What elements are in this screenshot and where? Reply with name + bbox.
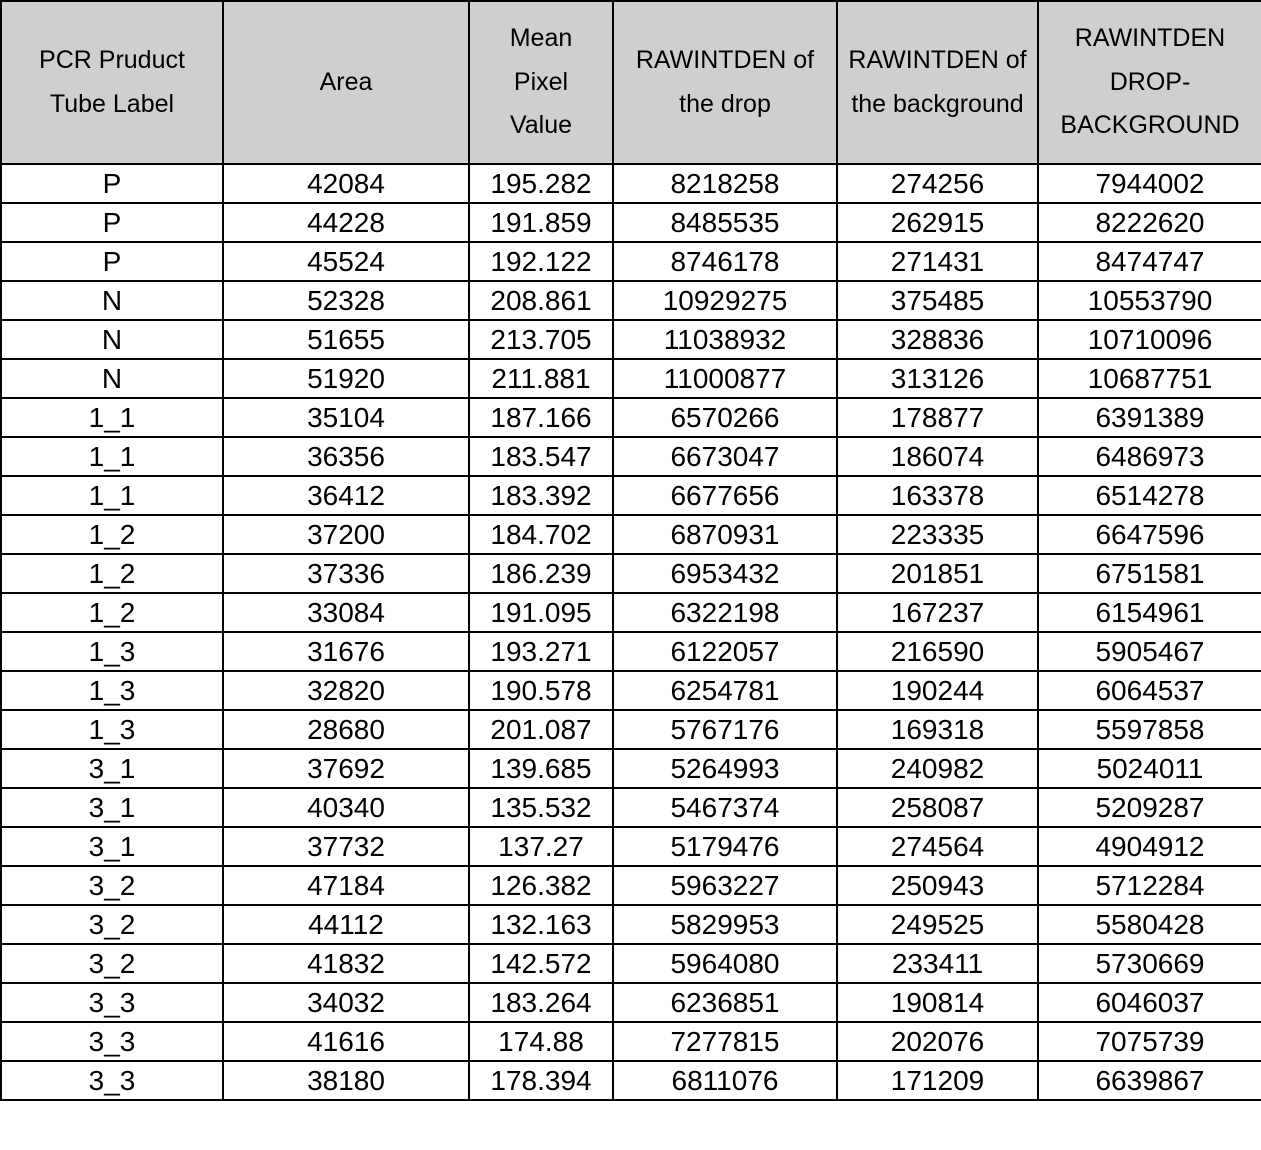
cell-rawintden-drop-minus-background[interactable]: 5024011 (1038, 749, 1261, 788)
cell-rawintden-drop-minus-background[interactable]: 5730669 (1038, 944, 1261, 983)
cell-rawintden-drop[interactable]: 6811076 (613, 1061, 837, 1100)
cell-rawintden-background[interactable]: 274564 (837, 827, 1038, 866)
cell-tube-label[interactable]: 3_1 (1, 749, 223, 788)
cell-tube-label[interactable]: 3_1 (1, 827, 223, 866)
cell-rawintden-drop[interactable]: 5767176 (613, 710, 837, 749)
table-row (1, 281, 1261, 320)
cell-rawintden-drop-minus-background[interactable]: 6154961 (1038, 593, 1261, 632)
cell-rawintden-background[interactable]: 202076 (837, 1022, 1038, 1061)
column-header-mean-pixel-value[interactable]: Mean Pixel Value (469, 1, 613, 164)
table-row (1, 944, 1261, 983)
cell-rawintden-drop-minus-background[interactable]: 6639867 (1038, 1061, 1261, 1100)
cell-rawintden-background[interactable]: 186074 (837, 437, 1038, 476)
cell-rawintden-drop[interactable]: 6570266 (613, 398, 837, 437)
cell-mean-pixel-value[interactable]: 184.702 (469, 515, 613, 554)
cell-tube-label[interactable]: 1_3 (1, 671, 223, 710)
cell-area[interactable]: 41616 (223, 1022, 469, 1061)
cell-tube-label[interactable]: 1_2 (1, 554, 223, 593)
cell-rawintden-drop-minus-background[interactable]: 6647596 (1038, 515, 1261, 554)
table-row (1, 671, 1261, 710)
cell-rawintden-drop-minus-background[interactable]: 8222620 (1038, 203, 1261, 242)
cell-area[interactable]: 37732 (223, 827, 469, 866)
cell-mean-pixel-value[interactable]: 135.532 (469, 788, 613, 827)
table-row (1, 203, 1261, 242)
cell-rawintden-background[interactable]: 190814 (837, 983, 1038, 1022)
cell-tube-label[interactable]: N (1, 359, 223, 398)
cell-rawintden-background[interactable]: 233411 (837, 944, 1038, 983)
cell-mean-pixel-value[interactable]: 142.572 (469, 944, 613, 983)
cell-area[interactable]: 44228 (223, 203, 469, 242)
cell-tube-label[interactable]: 1_1 (1, 476, 223, 515)
cell-rawintden-background[interactable]: 258087 (837, 788, 1038, 827)
table-row (1, 398, 1261, 437)
cell-rawintden-drop-minus-background[interactable]: 6751581 (1038, 554, 1261, 593)
cell-rawintden-background[interactable]: 190244 (837, 671, 1038, 710)
cell-tube-label[interactable]: 3_3 (1, 1022, 223, 1061)
cell-rawintden-drop[interactable]: 5179476 (613, 827, 837, 866)
cell-tube-label[interactable]: 1_2 (1, 593, 223, 632)
cell-rawintden-drop[interactable]: 5467374 (613, 788, 837, 827)
cell-rawintden-drop-minus-background[interactable]: 7075739 (1038, 1022, 1261, 1061)
table-row (1, 164, 1261, 203)
table-row (1, 437, 1261, 476)
cell-area[interactable]: 31676 (223, 632, 469, 671)
cell-mean-pixel-value[interactable]: 137.27 (469, 827, 613, 866)
column-header-rawintden-background[interactable]: RAWINTDEN of the background (837, 1, 1038, 164)
table-row (1, 1022, 1261, 1061)
cell-rawintden-drop-minus-background[interactable]: 6064537 (1038, 671, 1261, 710)
cell-rawintden-background[interactable]: 313126 (837, 359, 1038, 398)
cell-rawintden-drop-minus-background[interactable]: 5209287 (1038, 788, 1261, 827)
cell-mean-pixel-value[interactable]: 186.239 (469, 554, 613, 593)
cell-area[interactable]: 47184 (223, 866, 469, 905)
cell-rawintden-background[interactable]: 171209 (837, 1061, 1038, 1100)
cell-tube-label[interactable]: N (1, 281, 223, 320)
cell-mean-pixel-value[interactable]: 190.578 (469, 671, 613, 710)
cell-rawintden-drop-minus-background[interactable]: 5597858 (1038, 710, 1261, 749)
cell-mean-pixel-value[interactable]: 191.095 (469, 593, 613, 632)
table-row (1, 515, 1261, 554)
cell-rawintden-drop-minus-background[interactable]: 5712284 (1038, 866, 1261, 905)
cell-tube-label[interactable]: 3_1 (1, 788, 223, 827)
column-header-tube-label[interactable]: PCR Pruduct Tube Label (1, 1, 223, 164)
cell-rawintden-background[interactable]: 178877 (837, 398, 1038, 437)
cell-mean-pixel-value[interactable]: 208.861 (469, 281, 613, 320)
cell-rawintden-drop[interactable]: 6254781 (613, 671, 837, 710)
cell-rawintden-drop[interactable]: 8485535 (613, 203, 837, 242)
cell-rawintden-drop[interactable]: 11000877 (613, 359, 837, 398)
cell-rawintden-background[interactable]: 375485 (837, 281, 1038, 320)
cell-tube-label[interactable]: 1_1 (1, 437, 223, 476)
cell-area[interactable]: 52328 (223, 281, 469, 320)
cell-area[interactable]: 37692 (223, 749, 469, 788)
table-row (1, 242, 1261, 281)
cell-rawintden-background[interactable]: 169318 (837, 710, 1038, 749)
cell-rawintden-drop[interactable]: 10929275 (613, 281, 837, 320)
cell-rawintden-background[interactable]: 167237 (837, 593, 1038, 632)
column-header-rawintden-drop[interactable]: RAWINTDEN of the drop (613, 1, 837, 164)
cell-area[interactable]: 51655 (223, 320, 469, 359)
cell-area[interactable]: 36412 (223, 476, 469, 515)
cell-tube-label[interactable]: P (1, 242, 223, 281)
cell-tube-label[interactable]: 1_2 (1, 515, 223, 554)
cell-rawintden-drop[interactable]: 6870931 (613, 515, 837, 554)
cell-tube-label[interactable]: 1_3 (1, 710, 223, 749)
table-row (1, 632, 1261, 671)
cell-area[interactable]: 37336 (223, 554, 469, 593)
table-row (1, 710, 1261, 749)
table-body (1, 164, 1261, 1100)
cell-rawintden-drop-minus-background[interactable]: 8474747 (1038, 242, 1261, 281)
cell-rawintden-background[interactable]: 328836 (837, 320, 1038, 359)
cell-tube-label[interactable]: 1_1 (1, 398, 223, 437)
cell-rawintden-background[interactable]: 201851 (837, 554, 1038, 593)
cell-rawintden-background[interactable]: 249525 (837, 905, 1038, 944)
cell-rawintden-background[interactable]: 240982 (837, 749, 1038, 788)
cell-rawintden-drop-minus-background[interactable]: 7944002 (1038, 164, 1261, 203)
cell-tube-label[interactable]: 1_3 (1, 632, 223, 671)
cell-rawintden-drop-minus-background[interactable]: 4904912 (1038, 827, 1261, 866)
cell-mean-pixel-value[interactable]: 126.382 (469, 866, 613, 905)
table-row (1, 749, 1261, 788)
cell-mean-pixel-value[interactable]: 132.163 (469, 905, 613, 944)
cell-rawintden-background[interactable]: 223335 (837, 515, 1038, 554)
cell-rawintden-drop[interactable]: 5964080 (613, 944, 837, 983)
cell-area[interactable]: 40340 (223, 788, 469, 827)
cell-rawintden-drop[interactable]: 6322198 (613, 593, 837, 632)
cell-area[interactable]: 41832 (223, 944, 469, 983)
cell-rawintden-drop[interactable]: 8218258 (613, 164, 837, 203)
cell-area[interactable]: 45524 (223, 242, 469, 281)
cell-area[interactable]: 36356 (223, 437, 469, 476)
cell-mean-pixel-value[interactable]: 174.88 (469, 1022, 613, 1061)
cell-area[interactable]: 37200 (223, 515, 469, 554)
table-row (1, 554, 1261, 593)
cell-tube-label[interactable]: 3_2 (1, 866, 223, 905)
cell-rawintden-background[interactable]: 271431 (837, 242, 1038, 281)
cell-rawintden-drop[interactable]: 6236851 (613, 983, 837, 1022)
cell-rawintden-drop[interactable]: 5264993 (613, 749, 837, 788)
cell-rawintden-drop-minus-background[interactable]: 6486973 (1038, 437, 1261, 476)
table-row (1, 983, 1261, 1022)
cell-tube-label[interactable]: 3_2 (1, 944, 223, 983)
cell-mean-pixel-value[interactable]: 139.685 (469, 749, 613, 788)
table-row (1, 476, 1261, 515)
cell-area[interactable]: 32820 (223, 671, 469, 710)
cell-tube-label[interactable]: P (1, 164, 223, 203)
cell-mean-pixel-value[interactable]: 183.547 (469, 437, 613, 476)
cell-rawintden-drop-minus-background[interactable]: 6046037 (1038, 983, 1261, 1022)
cell-area[interactable]: 28680 (223, 710, 469, 749)
cell-rawintden-drop[interactable]: 8746178 (613, 242, 837, 281)
table-row (1, 905, 1261, 944)
column-header-rawintden-drop-minus-background[interactable]: RAWINTDEN DROP-BACKGROUND (1038, 1, 1261, 164)
cell-mean-pixel-value[interactable]: 191.859 (469, 203, 613, 242)
cell-rawintden-drop-minus-background[interactable]: 5905467 (1038, 632, 1261, 671)
cell-rawintden-background[interactable]: 262915 (837, 203, 1038, 242)
cell-area[interactable]: 33084 (223, 593, 469, 632)
table-row (1, 1061, 1261, 1100)
table-row (1, 593, 1261, 632)
cell-rawintden-drop[interactable]: 6122057 (613, 632, 837, 671)
table-header (1, 1, 1261, 164)
cell-tube-label[interactable]: 3_3 (1, 983, 223, 1022)
cell-rawintden-drop[interactable]: 6953432 (613, 554, 837, 593)
cell-mean-pixel-value[interactable]: 211.881 (469, 359, 613, 398)
cell-rawintden-drop[interactable]: 7277815 (613, 1022, 837, 1061)
header-row (1, 1, 1261, 164)
cell-rawintden-drop-minus-background[interactable]: 5580428 (1038, 905, 1261, 944)
cell-rawintden-drop-minus-background[interactable]: 10710096 (1038, 320, 1261, 359)
cell-area[interactable]: 42084 (223, 164, 469, 203)
cell-area[interactable]: 44112 (223, 905, 469, 944)
cell-rawintden-drop[interactable]: 5963227 (613, 866, 837, 905)
cell-area[interactable]: 35104 (223, 398, 469, 437)
table-row (1, 827, 1261, 866)
cell-mean-pixel-value[interactable]: 192.122 (469, 242, 613, 281)
cell-rawintden-drop-minus-background[interactable]: 6514278 (1038, 476, 1261, 515)
cell-rawintden-background[interactable]: 216590 (837, 632, 1038, 671)
cell-mean-pixel-value[interactable]: 187.166 (469, 398, 613, 437)
cell-tube-label[interactable]: N (1, 320, 223, 359)
table-row (1, 788, 1261, 827)
cell-mean-pixel-value[interactable]: 183.392 (469, 476, 613, 515)
cell-rawintden-drop[interactable]: 6677656 (613, 476, 837, 515)
cell-tube-label[interactable]: P (1, 203, 223, 242)
cell-mean-pixel-value[interactable]: 193.271 (469, 632, 613, 671)
cell-area[interactable]: 38180 (223, 1061, 469, 1100)
cell-mean-pixel-value[interactable]: 183.264 (469, 983, 613, 1022)
table-row (1, 320, 1261, 359)
cell-mean-pixel-value[interactable]: 195.282 (469, 164, 613, 203)
cell-tube-label[interactable]: 3_3 (1, 1061, 223, 1100)
table-row (1, 359, 1261, 398)
cell-rawintden-drop-minus-background[interactable]: 10553790 (1038, 281, 1261, 320)
cell-mean-pixel-value[interactable]: 178.394 (469, 1061, 613, 1100)
table-row (1, 866, 1261, 905)
column-header-area[interactable]: Area (223, 1, 469, 164)
cell-rawintden-drop[interactable]: 5829953 (613, 905, 837, 944)
cell-area[interactable]: 34032 (223, 983, 469, 1022)
cell-rawintden-background[interactable]: 163378 (837, 476, 1038, 515)
cell-rawintden-drop-minus-background[interactable]: 10687751 (1038, 359, 1261, 398)
cell-rawintden-drop[interactable]: 6673047 (613, 437, 837, 476)
cell-rawintden-drop-minus-background[interactable]: 6391389 (1038, 398, 1261, 437)
cell-mean-pixel-value[interactable]: 201.087 (469, 710, 613, 749)
cell-area[interactable]: 51920 (223, 359, 469, 398)
cell-rawintden-background[interactable]: 250943 (837, 866, 1038, 905)
cell-rawintden-drop[interactable]: 11038932 (613, 320, 837, 359)
cell-tube-label[interactable]: 3_2 (1, 905, 223, 944)
cell-rawintden-background[interactable]: 274256 (837, 164, 1038, 203)
cell-mean-pixel-value[interactable]: 213.705 (469, 320, 613, 359)
